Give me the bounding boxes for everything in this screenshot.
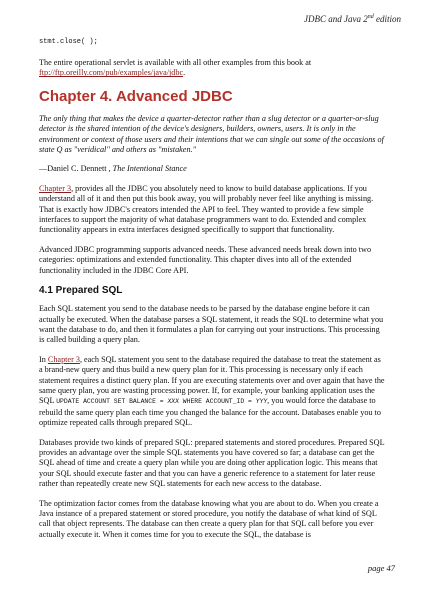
- header-suffix: edition: [373, 14, 401, 24]
- paragraph-4: [39, 355, 385, 429]
- paragraph-4-text-1: , each SQL statement you sent to the database required the database to treat the statement as a brand-new query and thus build a new query plan for it. This processing is necessary only if each statement requires a distinct query plan. If you are executing statements over and over again that have the same query plan, you are wasting processing power. If, for example, your banking application uses the SQL: [39, 354, 385, 406]
- sql-code-placeholder-1: XXX: [167, 398, 179, 406]
- intro-paragraph: [39, 58, 385, 79]
- header-title: JDBC and Java 2: [304, 14, 368, 24]
- chapter-3-link-2[interactable]: Chapter 3: [47, 354, 80, 364]
- paragraph-1: [39, 184, 385, 236]
- chapter-title: Chapter 4. Advanced JDBC: [39, 87, 233, 105]
- section-title: 4.1 Prepared SQL: [39, 285, 123, 297]
- chapter-3-link[interactable]: Chapter 3: [39, 183, 72, 193]
- header-superscript: nd: [367, 14, 374, 20]
- page-number: page 47: [367, 563, 395, 573]
- intro-end: .: [183, 68, 186, 78]
- paragraph-2: Advanced JDBC programming supports advanced needs. These advanced needs break down into two categories: optimizations and extended functionality. This chapter dives into all of the extended functionality included in the JDBC Core API.: [39, 244, 372, 275]
- paragraph-4-start: In: [39, 354, 48, 364]
- sql-code-placeholder-2: YYY: [255, 398, 268, 406]
- attribution-author: —Daniel C. Dennett ,: [39, 164, 113, 174]
- ftp-link[interactable]: ftp://ftp.oreilly.com/pub/examples/java/jdbc: [39, 68, 184, 78]
- running-header: [304, 14, 401, 24]
- sql-code-1: UPDATE ACCOUNT SET BALANCE =: [56, 398, 168, 406]
- epigraph: The only thing that makes the device a quarter-detector rather than a slug detector or a quarter-or-slug detector is the shared intention of the device's designers, builders, owners, users. It is only in the environment or context of those users and their intentions that we can single out some of the occasions of state Q as "veridical" and others as "mistaken.": [39, 113, 384, 155]
- sql-code-2: WHERE ACCOUNT_ID =: [178, 398, 256, 406]
- intro-text: The entire operational servlet is available with all other examples from this book at: [39, 58, 312, 67]
- attribution: [39, 164, 385, 174]
- code-line: stmt.close( );: [39, 38, 98, 46]
- paragraph-1-text: , provides all the JDBC you absolutely need to know to build database applications. If you understand all of it and then put this book away, you will probably never feel like anything is missing. That is exactly how JDBC's creators intended the API to feel. They wanted to provide a few simple interfaces to support the majority of what database programmers want to do. Extended and complex functionality appears in extra interfaces designed specifically to support that functionality.: [39, 183, 374, 235]
- attribution-work: The Intentional Stance: [112, 164, 187, 174]
- paragraph-3: Each SQL statement you send to the database needs to be parsed by the database engine before it can actually be executed. When the database parses a SQL statement, it reads the SQL to determine what you want the database to do, and then it formulates a plan for carrying out your instructions. This processing is called building a query plan.: [39, 304, 384, 345]
- paragraph-4-text-2: , you would force the database to rebuild the same query plan each time you changed the balance for the account. Databases enable you to optimize repeated calls through prepared SQL.: [39, 396, 381, 428]
- paragraph-6: The optimization factor comes from the database knowing what you are about to do. When you create a Java instance of a prepared statement or stored procedure, you notify the database of what kind of SQL call that object represents. The database can then create a query plan for that SQL call before you ever actually execute it. When it comes time for you to execute the SQL, the database is: [39, 498, 379, 539]
- paragraph-5: Databases provide two kinds of prepared SQL: prepared statements and stored procedures. Prepared SQL provides an advantage over the simple SQL statements you have covered so far; a database can get the SQL ahead of time and create a query plan while you are doing other application logic. This means that your SQL should execute faster and that you can have a generic reference to a statement for later reuse rather than repeatedly create new SQL statements for each new access to the database.: [39, 437, 385, 489]
- main-content: [39, 38, 385, 549]
